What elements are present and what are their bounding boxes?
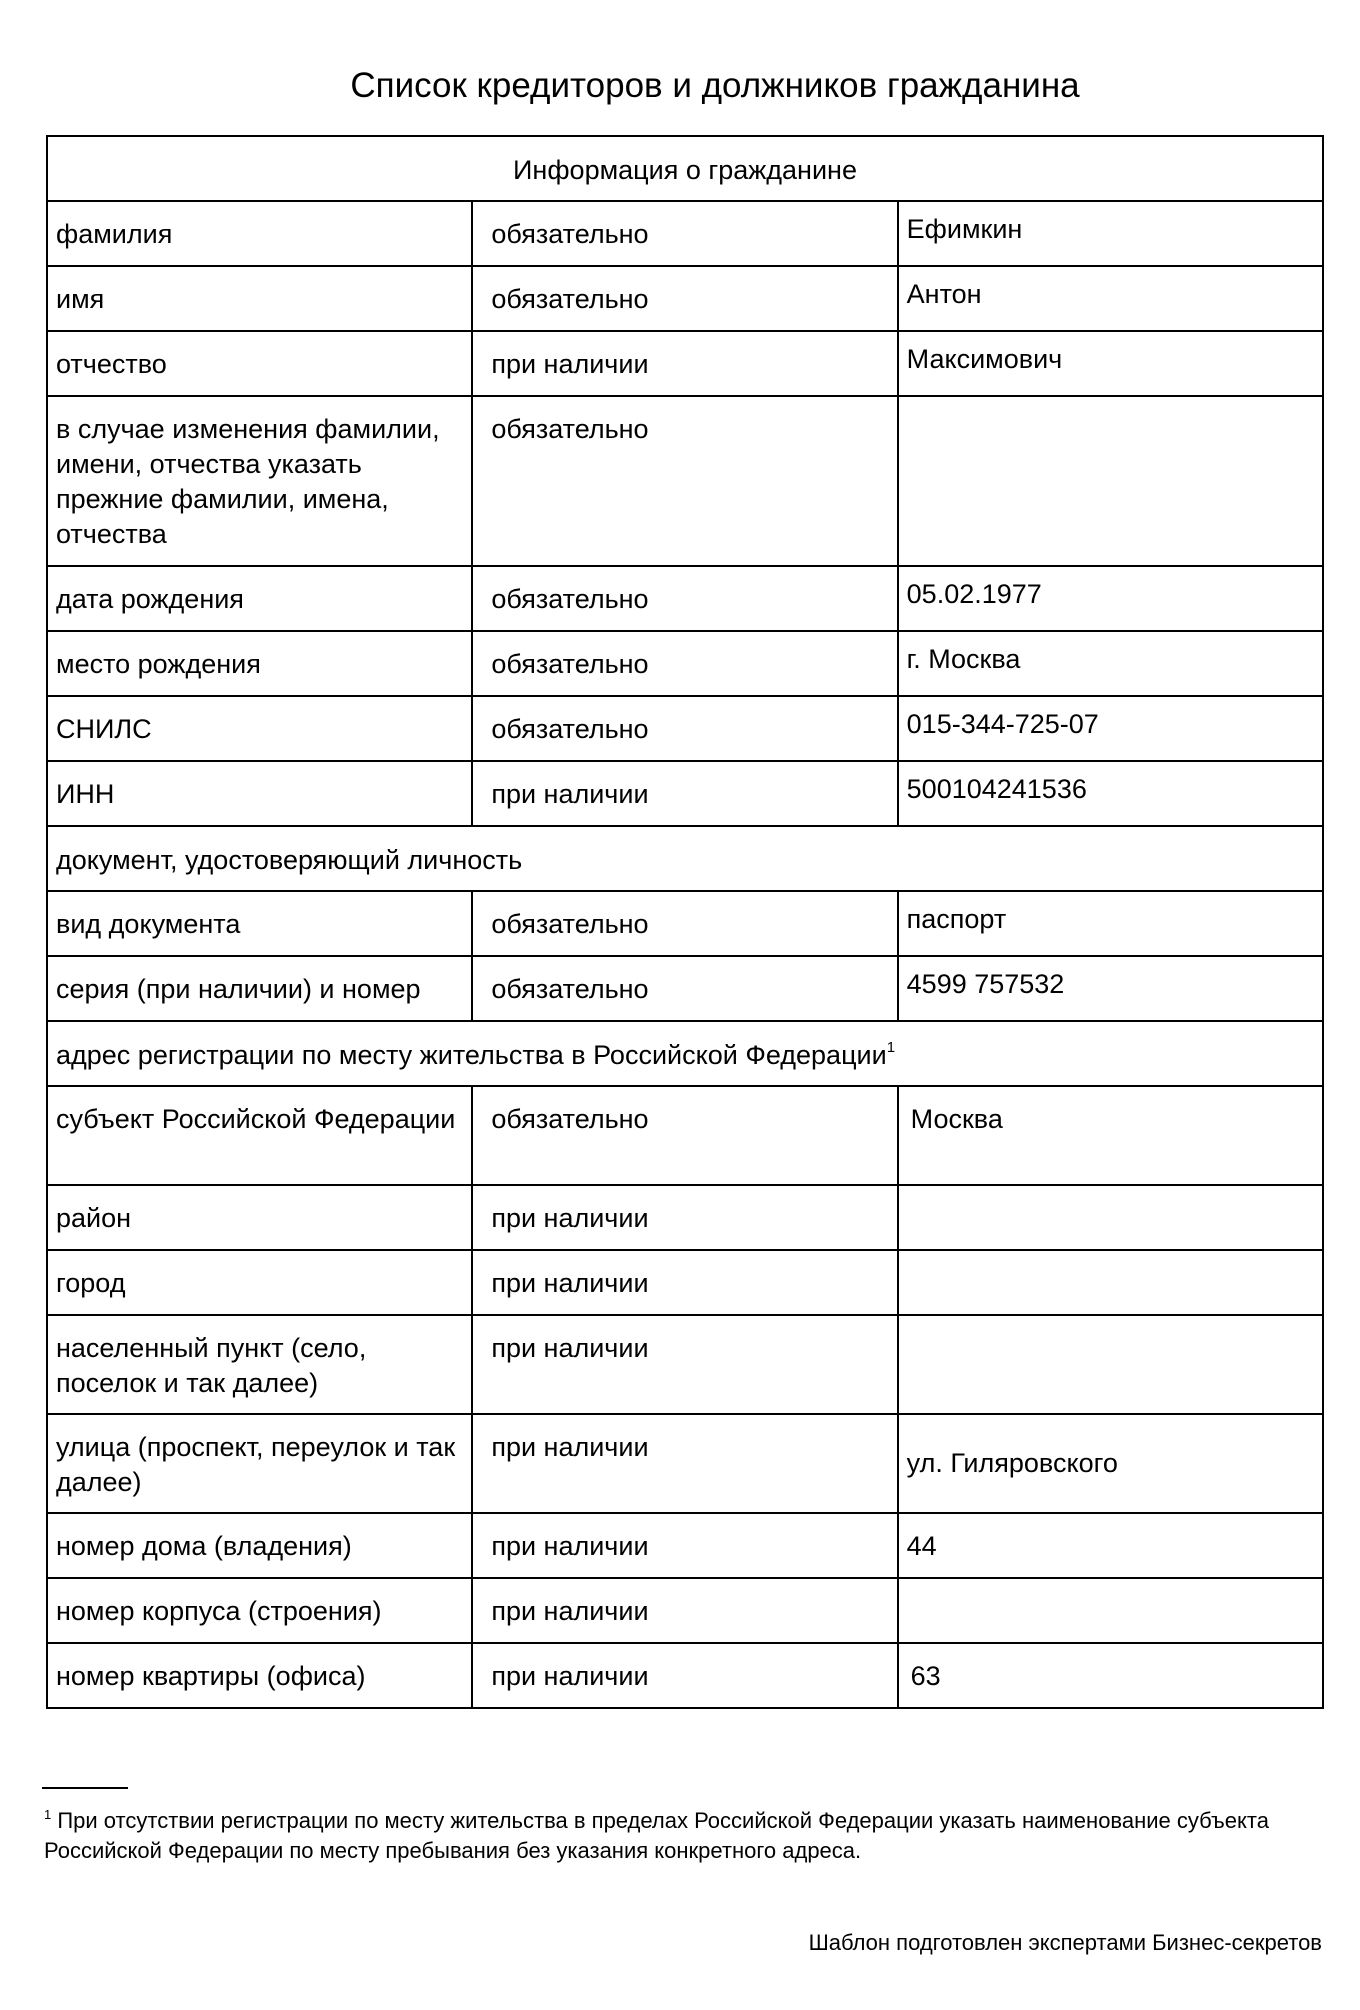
footnote bbox=[44, 1806, 1314, 1866]
field-label: дата рождения bbox=[47, 566, 472, 631]
table-header: Информация о гражданине bbox=[47, 136, 1323, 201]
footnote-divider bbox=[42, 1787, 128, 1789]
field-value: 500104241536 bbox=[898, 761, 1323, 826]
field-label: в случае изменения фамилии, имени, отчества указать прежние фамилии, имена, отчества bbox=[47, 396, 472, 566]
field-requirement: при наличии bbox=[472, 1315, 897, 1414]
field-requirement: обязательно bbox=[472, 891, 897, 956]
section-row bbox=[47, 826, 1323, 891]
field-requirement: обязательно bbox=[472, 566, 897, 631]
footnote-text: При отсутствии регистрации по месту жительства в пределах Российской Федерации указать наименование субъекта Российской Федерации по месту пребывания без указания конкретного адреса. bbox=[44, 1808, 1269, 1863]
field-requirement: обязательно bbox=[472, 956, 897, 1021]
table-row bbox=[47, 396, 1323, 566]
field-label: ИНН bbox=[47, 761, 472, 826]
table-row bbox=[47, 1643, 1323, 1708]
footnote-mark: 1 bbox=[44, 1807, 52, 1822]
field-value: паспорт bbox=[898, 891, 1323, 956]
field-requirement: при наличии bbox=[472, 1250, 897, 1315]
field-value: Антон bbox=[898, 266, 1323, 331]
table-row bbox=[47, 956, 1323, 1021]
field-requirement: при наличии bbox=[472, 1185, 897, 1250]
field-value: 015-344-725-07 bbox=[898, 696, 1323, 761]
table-row bbox=[47, 266, 1323, 331]
table-row bbox=[47, 891, 1323, 956]
table-row bbox=[47, 696, 1323, 761]
field-requirement: при наличии bbox=[472, 1643, 897, 1708]
field-requirement: обязательно bbox=[472, 631, 897, 696]
field-requirement: при наличии bbox=[472, 331, 897, 396]
field-requirement: при наличии bbox=[472, 1578, 897, 1643]
field-value: ул. Гиляровского bbox=[898, 1414, 1323, 1513]
table-row bbox=[47, 201, 1323, 266]
field-label: номер квартиры (офиса) bbox=[47, 1643, 472, 1708]
field-label: город bbox=[47, 1250, 472, 1315]
field-value: 4599 757532 bbox=[898, 956, 1323, 1021]
table-row bbox=[47, 1185, 1323, 1250]
field-requirement: при наличии bbox=[472, 1513, 897, 1578]
field-label: место рождения bbox=[47, 631, 472, 696]
field-value bbox=[898, 1185, 1323, 1250]
field-requirement: при наличии bbox=[472, 1414, 897, 1513]
field-value: Москва bbox=[898, 1086, 1323, 1185]
field-requirement: обязательно bbox=[472, 1086, 897, 1185]
field-value: 44 bbox=[898, 1513, 1323, 1578]
field-value: 05.02.1977 bbox=[898, 566, 1323, 631]
table-header-row bbox=[47, 136, 1323, 201]
field-label: населенный пункт (село, поселок и так далее) bbox=[47, 1315, 472, 1414]
table-row bbox=[47, 1578, 1323, 1643]
section-heading-id-document: документ, удостоверяющий личность bbox=[47, 826, 1323, 891]
template-credit: Шаблон подготовлен экспертами Бизнес-секретов bbox=[808, 1930, 1322, 1955]
field-requirement: обязательно bbox=[472, 696, 897, 761]
field-label: район bbox=[47, 1185, 472, 1250]
field-value bbox=[898, 396, 1323, 566]
field-value: Ефимкин bbox=[898, 201, 1323, 266]
table-row bbox=[47, 761, 1323, 826]
field-label: СНИЛС bbox=[47, 696, 472, 761]
table-row bbox=[47, 566, 1323, 631]
section-heading-address bbox=[47, 1021, 1323, 1086]
table-row bbox=[47, 1250, 1323, 1315]
field-requirement: обязательно bbox=[472, 266, 897, 331]
table-row bbox=[47, 631, 1323, 696]
field-label: вид документа bbox=[47, 891, 472, 956]
field-requirement: обязательно bbox=[472, 396, 897, 566]
field-label: серия (при наличии) и номер bbox=[47, 956, 472, 1021]
field-value bbox=[898, 1315, 1323, 1414]
field-label: номер дома (владения) bbox=[47, 1513, 472, 1578]
field-label: отчество bbox=[47, 331, 472, 396]
citizen-info-table bbox=[46, 135, 1324, 1709]
field-value bbox=[898, 1250, 1323, 1315]
field-value bbox=[898, 1578, 1323, 1643]
section-heading-text: адрес регистрации по месту жительства в Российской Федерации bbox=[56, 1040, 887, 1070]
table-row bbox=[47, 1315, 1323, 1414]
field-label: улица (проспект, переулок и так далее) bbox=[47, 1414, 472, 1513]
field-label: номер корпуса (строения) bbox=[47, 1578, 472, 1643]
table-row bbox=[47, 331, 1323, 396]
table-row bbox=[47, 1414, 1323, 1513]
document-title: Список кредиторов и должников гражданина bbox=[350, 66, 1080, 105]
field-value: г. Москва bbox=[898, 631, 1323, 696]
footnote-reference: 1 bbox=[886, 1039, 896, 1056]
table-row bbox=[47, 1513, 1323, 1578]
field-requirement: обязательно bbox=[472, 201, 897, 266]
field-value: 63 bbox=[898, 1643, 1323, 1708]
field-value: Максимович bbox=[898, 331, 1323, 396]
section-row bbox=[47, 1021, 1323, 1086]
field-label: субъект Российской Федерации bbox=[47, 1086, 472, 1185]
field-label: фамилия bbox=[47, 201, 472, 266]
table-row bbox=[47, 1086, 1323, 1185]
field-requirement: при наличии bbox=[472, 761, 897, 826]
field-label: имя bbox=[47, 266, 472, 331]
